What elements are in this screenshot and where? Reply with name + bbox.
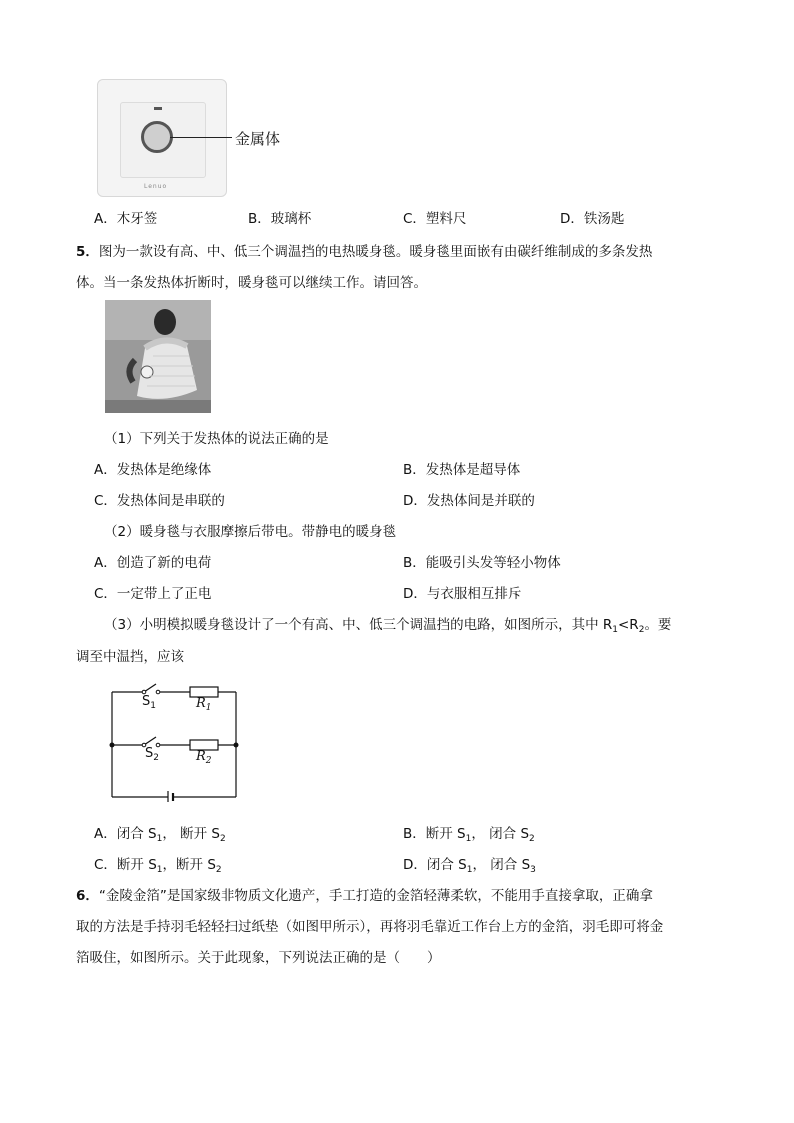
q5-sub3-stem: （3）小明模拟暖身毯设计了一个有高、中、低三个调温挡的电路，如图所示，其中 $R_1<R_2$。要 [104,617,672,635]
q5-sub2-option-b: B．能吸引头发等轻小物体 [403,555,561,571]
q4-option-b: B．玻璃杯 [248,211,312,227]
indicator-light [154,107,162,110]
q5-sub3-option-a: A．闭合 $S_1$， 断开 $S_2$ [94,826,226,844]
q5-sub2-option-c: C．一定带上了正电 [94,586,212,602]
q5-stem-line1: 图为一款设有高、中、低三个调温挡的电热暖身毯。暖身毯里面嵌有由碳纤维制成的多条发热 [98,244,653,260]
q5-sub3-option-b: B．断开 $S_1$， 闭合 $S_2$ [403,826,535,844]
switch-figure [97,79,227,197]
q6-line1: “金陵金箔”是国家级非物质文化遗产，手工打造的金箔轻薄柔软，不能用手直接拿取，正确拿 [98,888,653,904]
q5-sub3-option-d: D．闭合 $S_1$， 闭合 $S_3$ [403,857,536,875]
q5-sub2-stem: （2）暖身毯与衣服摩擦后带电。带静电的暖身毯 [104,524,397,540]
heating-blanket-photo [105,300,211,413]
q5-sub1-option-a: A．发热体是绝缘体 [94,462,212,478]
brand-text: Lenuo [144,183,168,190]
q6-line3: 箔吸住，如图所示。关于此现象，下列说法正确的是（ ） [76,950,441,966]
label-leader-line [170,137,232,138]
junction-right [234,743,239,748]
s2-label: $S_2$ [145,746,159,763]
junction-left [110,743,115,748]
r2-label: $R_2$ [196,749,212,766]
r1-label: $R_1$ [196,696,212,713]
metal-button [141,121,173,153]
s1-label: $S_1$ [142,694,156,711]
circuit-diagram [104,680,244,806]
q5-sub1-stem: （1）下列关于发热体的说法正确的是 [104,431,329,447]
q5-sub2-option-d: D．与衣服相互排斥 [403,586,522,602]
q5-stem-line2: 体。当一条发热体折断时，暖身毯可以继续工作。请回答。 [76,275,427,291]
metal-label: 金属体 [235,130,281,148]
switch-panel [120,102,206,178]
q4-option-a: A．木牙签 [94,211,158,227]
circuit-svg [104,680,244,802]
q4-option-c: C．塑料尺 [403,211,467,227]
q5-sub3-option-c: C．断开 $S_1$，断开 $S_2$ [94,857,222,875]
q4-option-d: D．铁汤匙 [560,211,625,227]
q6-number: 6． [76,888,99,904]
q5-sub2-option-a: A．创造了新的电荷 [94,555,212,571]
s1-contact-right [156,690,160,694]
q5-sub1-option-b: B．发热体是超导体 [403,462,521,478]
q5-sub1-option-c: C．发热体间是串联的 [94,493,225,509]
q5-number: 5． [76,244,99,260]
q5-sub1-option-d: D．发热体间是并联的 [403,493,535,509]
q6-line2: 取的方法是手持羽毛轻轻扫过纸垫（如图甲所示），再将羽毛靠近工作台上方的金箔，羽毛即可将金 [76,919,664,935]
q5-sub3-stem-line2: 调至中温挡，应该 [76,649,184,665]
